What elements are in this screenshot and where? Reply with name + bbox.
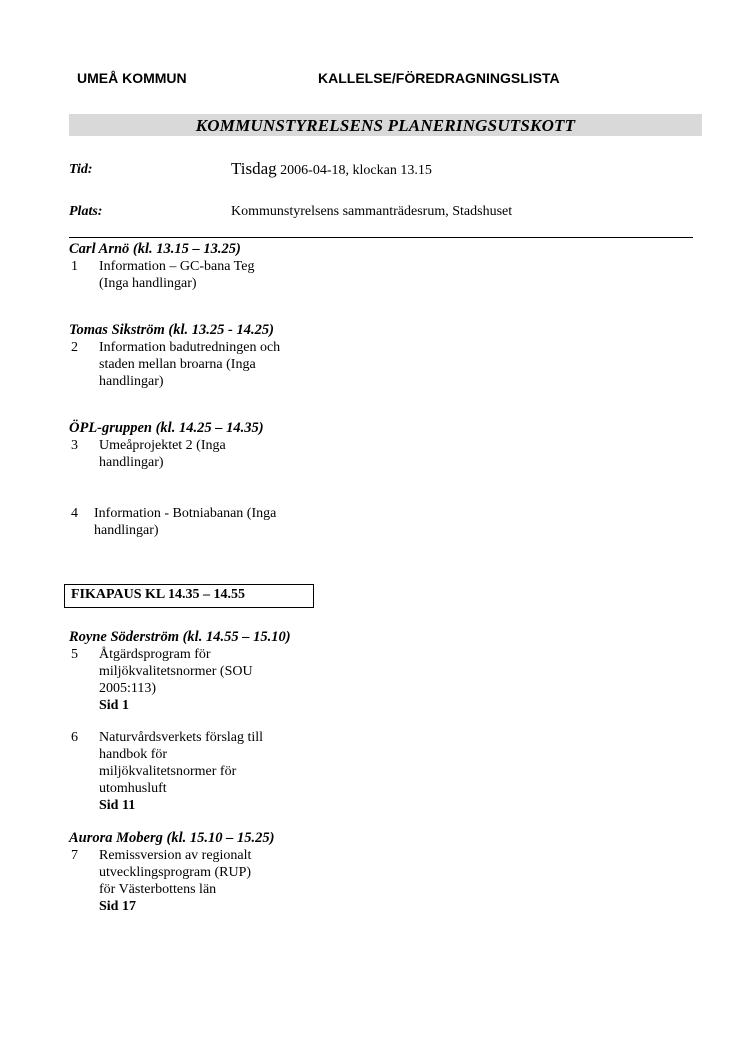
place-label: Plats: xyxy=(69,204,103,219)
section-title: KOMMUNSTYRELSENS PLANERINGSUTSKOTT xyxy=(195,116,576,135)
item-text-line: Umeåprojektet 2 (Inga xyxy=(99,438,226,453)
item-text-line xyxy=(99,680,349,714)
item-text-line xyxy=(99,881,349,915)
item-number: 5 xyxy=(71,647,78,662)
item-text-line xyxy=(99,780,349,814)
divider-rule xyxy=(69,237,693,238)
item-text-line: miljökvalitetsnormer (SOU xyxy=(99,664,253,679)
time-value xyxy=(231,159,432,179)
item-text-line: staden mellan broarna (Inga xyxy=(99,357,256,372)
item-number: 3 xyxy=(71,438,78,453)
item-text-line-part: 2005:113) xyxy=(99,681,157,696)
item-text-line: handlingar) xyxy=(99,455,164,470)
organization-name: UMEÅ KOMMUN xyxy=(77,70,187,86)
presenter-heading: ÖPL-gruppen (kl. 14.25 – 14.35) xyxy=(69,420,264,436)
page-reference: Sid 1 xyxy=(99,698,129,713)
item-text-line: utvecklingsprogram (RUP) xyxy=(99,865,252,880)
item-text-line-part: utomhusluft xyxy=(99,781,167,796)
item-number: 4 xyxy=(71,506,78,521)
item-number: 7 xyxy=(71,848,78,863)
item-number: 1 xyxy=(71,259,78,274)
item-text-line: Naturvårdsverkets förslag till xyxy=(99,730,264,745)
item-text-line: Åtgärdsprogram för xyxy=(99,647,211,662)
item-text-line: (Inga handlingar) xyxy=(99,276,197,291)
item-text-line: handlingar) xyxy=(99,374,164,389)
item-number: 2 xyxy=(71,340,78,355)
item-text-line: Information badutredningen och xyxy=(99,340,281,355)
item-text-line: Information – GC-bana Teg xyxy=(99,259,255,274)
place-value: Kommunstyrelsens sammanträdesrum, Stadshuset xyxy=(231,204,513,219)
item-text-line: Information - Botniabanan (Inga xyxy=(94,506,277,521)
item-text-line: Remissversion av regionalt xyxy=(99,848,252,863)
break-label: FIKAPAUS KL 14.35 – 14.55 xyxy=(71,587,245,602)
presenter-heading: Carl Arnö (kl. 13.15 – 13.25) xyxy=(69,241,241,257)
item-text-line-part: för Västerbottens län xyxy=(99,882,217,897)
item-text-line: miljökvalitetsnormer för xyxy=(99,764,237,779)
page-reference: Sid 17 xyxy=(99,899,136,914)
time-day: Tisdag xyxy=(231,159,277,178)
presenter-heading: Royne Söderström (kl. 14.55 – 15.10) xyxy=(69,629,291,645)
time-rest: 2006-04-18, klockan 13.15 xyxy=(280,163,432,178)
item-text-line: handlingar) xyxy=(94,523,159,538)
presenter-heading: Aurora Moberg (kl. 15.10 – 15.25) xyxy=(69,830,275,846)
presenter-heading: Tomas Sikström (kl. 13.25 - 14.25) xyxy=(69,322,274,338)
page-reference: Sid 11 xyxy=(99,798,136,813)
document-type: KALLELSE/FÖREDRAGNINGSLISTA xyxy=(318,70,560,86)
time-label: Tid: xyxy=(69,162,93,177)
item-text-line: handbok för xyxy=(99,747,168,762)
item-number: 6 xyxy=(71,730,78,745)
